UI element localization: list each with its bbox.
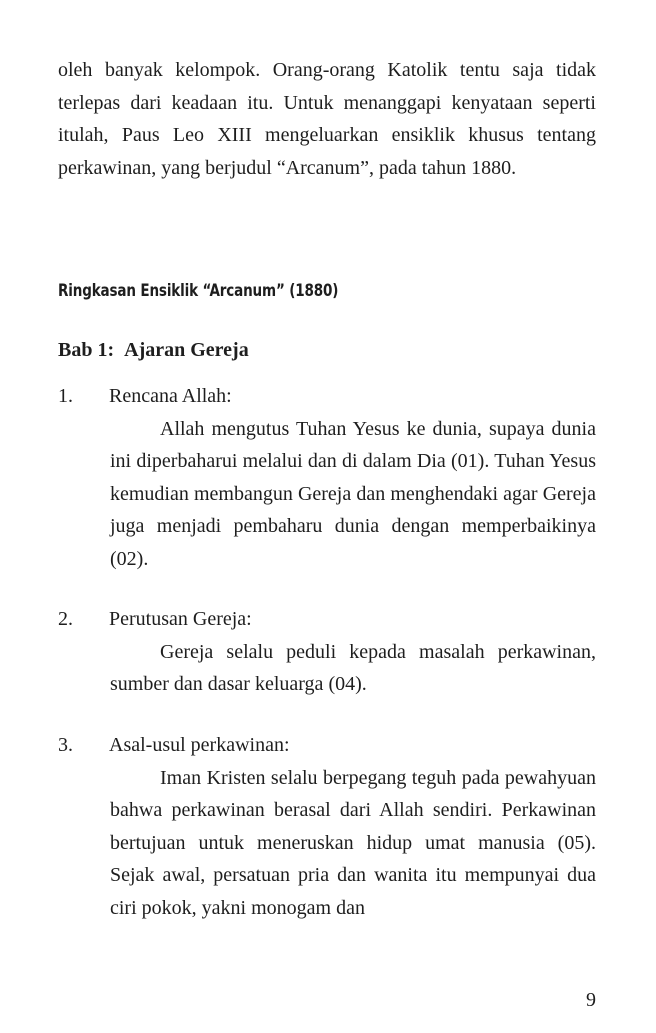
item-number: 2. xyxy=(58,608,73,630)
item-body: Iman Kristen selalu berpegang teguh pada pewahyuan bahwa perkawinan berasal dari Allah sendiri. Perkawinan bertujuan untuk meneruskan hidup umat manusia (05). Sejak awal, persatuan pria dan wanita itu mempunyai dua ciri pokok, yakni monogam dan xyxy=(110,766,596,919)
intro-paragraph: oleh banyak kelompok. Orang-orang Katolik tentu saja tidak terlepas dari keadaan itu. Untuk menanggapi kenyataan seperti itulah, Paus Leo XIII mengeluarkan ensiklik khusus tentang perkawinan, yang berjudul “Arcanum”, pada tahun 1880. xyxy=(58,59,596,179)
list-item-header xyxy=(58,603,596,636)
chapter-heading xyxy=(58,335,249,365)
item-number: 1. xyxy=(58,385,73,407)
item-title: Asal-usul perkawinan: xyxy=(109,734,290,756)
section-heading: Ringkasan Ensiklik “Arcanum” (1880) xyxy=(58,281,339,300)
chapter-label: Bab 1: xyxy=(58,339,115,361)
chapter-title: Ajaran Gereja xyxy=(124,339,249,361)
item-title: Rencana Allah: xyxy=(109,385,232,407)
list-item xyxy=(58,603,596,701)
item-number: 3. xyxy=(58,734,73,756)
list-item-header xyxy=(58,380,596,413)
list-item xyxy=(58,380,596,575)
page-number: 9 xyxy=(586,989,596,1011)
list-item xyxy=(58,729,596,924)
item-body: Gereja selalu peduli kepada masalah perkawinan, sumber dan dasar keluarga (04). xyxy=(110,640,596,695)
item-body: Allah mengutus Tuhan Yesus ke dunia, supaya dunia ini diperbaharui melalui dan di dalam Dia (01). Tuhan Yesus kemudian membangun Gereja dan menghendaki agar Gereja juga menjadi pembaharu dunia dengan memperbaikinya (02). xyxy=(110,417,596,570)
item-title: Perutusan Gereja: xyxy=(109,608,252,630)
list-item-header xyxy=(58,729,596,762)
